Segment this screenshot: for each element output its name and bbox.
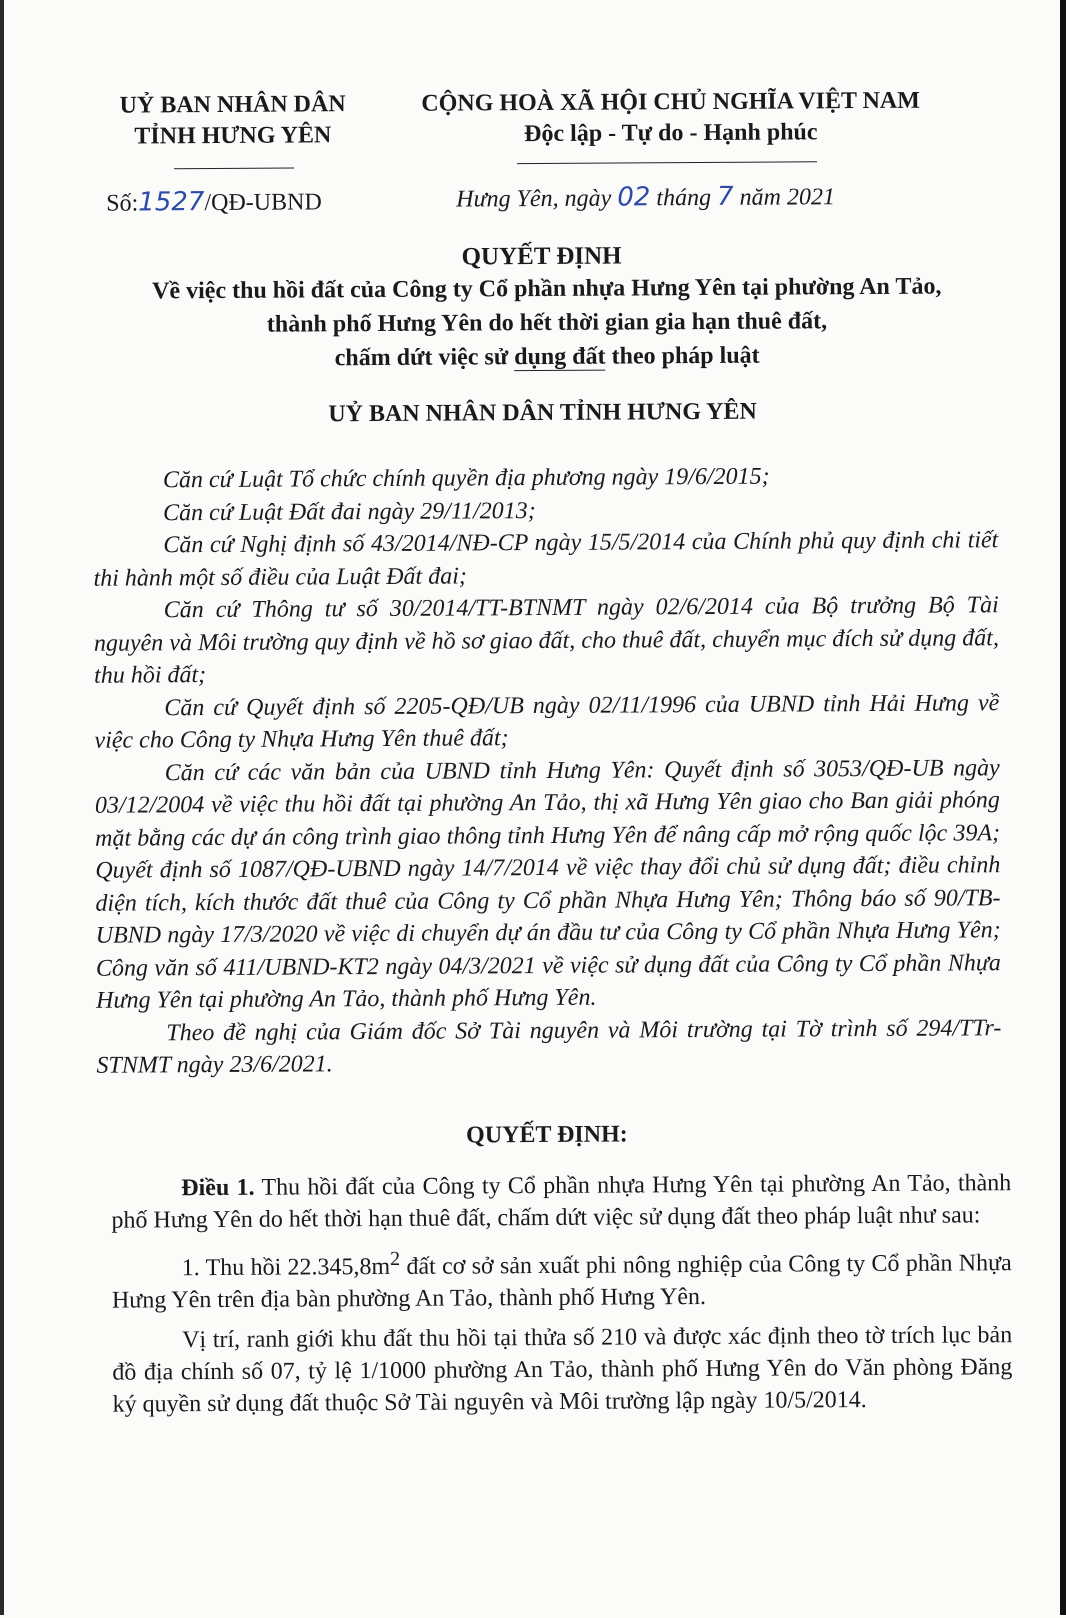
scan-edge-left xyxy=(0,0,4,1615)
document-date xyxy=(456,181,835,213)
basis-paragraph: Căn cứ Nghị định số 43/2014/NĐ-CP ngày 15/5/2014 của Chính phủ quy định chi tiết thi hành một số điều của Luật Đất đai; xyxy=(93,527,999,592)
handwritten-number: 1527 xyxy=(138,187,205,218)
number-prefix: Số: xyxy=(106,190,139,217)
handwritten-month: 7 xyxy=(716,181,734,212)
basis-paragraph: Căn cứ các văn bản của UBND tỉnh Hưng Yên: Quyết định số 3053/QĐ-UB ngày 03/12/2004 về việc thu hồi đất tại phường An Tảo, thị xã Hưng Yên giao cho Ban giải phóng mặt bằng các dự án công trình giao thông tỉnh Hưng Yên để nâng cấp mở rộng quốc lộc 39A; Quyết định số 1087/QĐ-UBND ngày 14/7/2014 về việc thay đổi chủ sử dụng đất; điều chỉnh diện tích, kích thước đất thuê của Công ty Cổ phần Nhựa Hưng Yên; Thông báo số 90/TB-UBND ngày 17/3/2020 về việc di chuyển dự án đầu tư của Công ty Cổ phần Nhựa Hưng Yên; Công văn số 411/UBND-KT2 ngày 04/3/2021 về việc sử dụng đất của Công ty Cổ phần Nhựa Hưng Yên tại phường An Tảo, thành phố Hưng Yên. xyxy=(94,754,1001,1014)
authority-underline xyxy=(174,168,294,170)
basis-paragraph: Căn cứ Luật Đất đai ngày 29/11/2013; xyxy=(163,497,536,526)
article-1-item-1 xyxy=(112,1239,1012,1316)
document-title: QUYẾT ĐỊNH xyxy=(461,242,622,271)
basis-paragraph: Căn cứ Quyết định số 2205-QĐ/UB ngày 02/11/1996 của UBND tỉnh Hải Hưng về việc cho Công ty Nhựa Hưng Yên thuê đất; xyxy=(94,689,1000,754)
subject-line-3a: chấm dứt việc sử xyxy=(334,344,515,372)
authority-line-1: UỶ BAN NHÂN DÂN xyxy=(119,91,346,119)
basis-paragraph: Căn cứ Thông tư số 30/2014/TT-BTNMT ngày 02/6/2014 của Bộ trưởng Bộ Tài nguyên và Môi trường quy định về hồ sơ giao đất, cho thuê đất, chuyển mục đích sử dụng đất, thu hồi đất; xyxy=(93,592,999,689)
article-1-label: Điều 1. xyxy=(181,1174,255,1202)
articles xyxy=(111,1167,1013,1428)
scan-edge-right xyxy=(1060,0,1066,1615)
basis-paragraph: Căn cứ Luật Tổ chức chính quyền địa phương ngày 19/6/2015; xyxy=(162,463,770,494)
council-heading: UỶ BAN NHÂN DÂN TỈNH HƯNG YÊN xyxy=(328,398,757,428)
basis-paragraph: Theo đề nghị của Giám đốc Sở Tài nguyên và Môi trường tại Tờ trình số 294/TTr-STNMT ngày 23/6/2021. xyxy=(96,1014,1002,1079)
issuing-authority xyxy=(103,89,363,153)
document-header xyxy=(61,85,1022,231)
national-motto xyxy=(391,85,951,150)
number-suffix: /QĐ-UBND xyxy=(204,189,322,217)
document-subject xyxy=(82,269,1013,377)
decision-heading: QUYẾT ĐỊNH: xyxy=(466,1121,628,1149)
article-1-item-1-detail: Vị trí, ranh giới khu đất thu hồi tại thửa số 210 và được xác định theo tờ trích lục bản đồ địa chính số 07, tỷ lệ 1/1000 phường An Tảo, thành phố Hưng Yên do Văn phòng Đăng ký quyền sử dụng đất thuộc Sở Tài nguyên và Môi trường lập ngày 10/5/2014. xyxy=(112,1322,1013,1418)
date-place: Hưng Yên, ngày xyxy=(456,185,612,213)
article-1-text: Thu hồi đất của Công ty Cổ phần nhựa Hưng Yên tại phường An Tảo, thành phố Hưng Yên do hết thời hạn thuê đất, chấm dứt việc sử dụng đất theo pháp luật như sau: xyxy=(111,1170,1012,1234)
subject-line-3 xyxy=(82,337,1012,377)
item-1-text-b: đất cơ sở sản xuất phi nông nghiệp của Công ty Cổ phần Nhựa Hưng Yên trên địa bàn phường An Tảo, thành phố Hưng Yên. xyxy=(111,1250,1012,1314)
item-1-superscript: 2 xyxy=(390,1247,401,1270)
subject-line-3c: theo pháp luật xyxy=(605,342,760,370)
subject-line-1: Về việc thu hồi đất của Công ty Cổ phần nhựa Hưng Yên tại phường An Tảo, xyxy=(152,273,942,305)
motto-line: Độc lập - Tự do - Hạnh phúc xyxy=(524,119,818,148)
subject-line-2: thành phố Hưng Yên do hết thời gian gia hạn thuê đất, xyxy=(266,308,828,338)
date-month-label: tháng xyxy=(656,184,712,212)
article-1 xyxy=(111,1167,1011,1236)
legal-basis xyxy=(93,459,1002,1082)
motto-underline xyxy=(517,161,817,164)
authority-line-2: TỈNH HƯNG YÊN xyxy=(134,122,332,150)
handwritten-day: 02 xyxy=(617,182,651,213)
document-number xyxy=(106,186,322,217)
date-year: năm 2021 xyxy=(739,184,836,211)
document-page xyxy=(60,0,1030,1618)
subject-line-3-underlined: dụng đất xyxy=(514,343,606,371)
item-1-text-a: 1. Thu hồi 22.345,8m xyxy=(181,1253,391,1282)
country-name: CỘNG HOÀ XÃ HỘI CHỦ NGHĨA VIỆT NAM xyxy=(421,87,920,117)
